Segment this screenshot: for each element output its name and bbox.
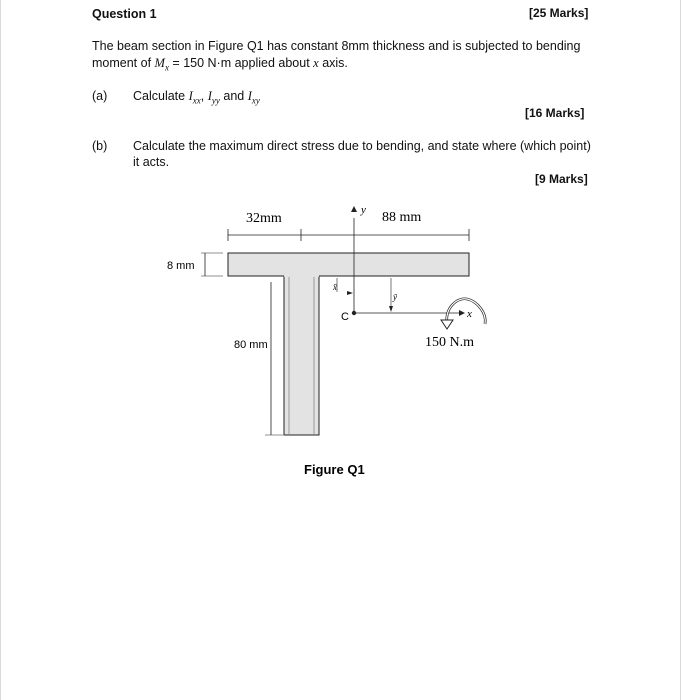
ybar-label: ȳ bbox=[393, 292, 397, 302]
moment-arrowhead-icon bbox=[441, 320, 453, 329]
intro-text-2: = 150 N·m applied about bbox=[168, 56, 314, 70]
part-a-marks: [16 Marks] bbox=[525, 106, 585, 120]
part-a-label: (a) bbox=[92, 89, 108, 103]
separator: , bbox=[200, 89, 208, 103]
xbar-arrow-icon bbox=[347, 291, 353, 295]
question-title: Question 1 bbox=[92, 7, 157, 21]
centroid-label: C bbox=[341, 311, 349, 323]
xbar-label: x̄ bbox=[333, 282, 337, 292]
ixx-symbol: I bbox=[188, 89, 193, 103]
flange bbox=[228, 253, 469, 276]
axis-symbol: x bbox=[313, 56, 319, 70]
moment-label: 150 N.m bbox=[425, 335, 474, 350]
part-b-line-2: it acts. bbox=[133, 155, 170, 169]
iyy-symbol: I bbox=[207, 89, 212, 103]
centroid-dot bbox=[352, 311, 356, 315]
ybar-arrow-icon bbox=[389, 306, 393, 312]
x-axis-arrow-icon bbox=[459, 310, 465, 316]
separator: and bbox=[219, 89, 248, 103]
part-b-line-1: Calculate the maximum direct stress due to bending, and state where (which point) bbox=[133, 139, 591, 153]
ixx-subscript: xx bbox=[192, 95, 201, 106]
moment-subscript: x bbox=[164, 62, 169, 73]
total-marks: [25 Marks] bbox=[529, 6, 589, 20]
part-a-lead: Calculate bbox=[133, 89, 189, 103]
part-b-label: (b) bbox=[92, 139, 108, 153]
dim-80-label: 80 mm bbox=[234, 339, 268, 351]
ixy-subscript: xy bbox=[251, 95, 260, 106]
y-axis-label: y bbox=[361, 204, 366, 216]
figure-q1 bbox=[1, 0, 681, 700]
dim-32-label: 32mm bbox=[246, 211, 282, 226]
iyy-subscript: yy bbox=[211, 95, 220, 106]
intro-line-1: The beam section in Figure Q1 has constant 8mm thickness and is subjected to bending bbox=[92, 39, 581, 53]
moment-symbol: M bbox=[154, 56, 165, 70]
x-axis-label: x bbox=[467, 308, 472, 320]
intro-text: moment of bbox=[92, 56, 155, 70]
intro-text-3: axis. bbox=[318, 56, 348, 70]
part-b-marks: [9 Marks] bbox=[535, 172, 588, 186]
dim-88-label: 88 mm bbox=[382, 210, 422, 225]
y-axis-arrow-icon bbox=[351, 206, 357, 212]
figure-caption: Figure Q1 bbox=[304, 462, 365, 477]
dim-8-label: 8 mm bbox=[167, 260, 195, 272]
ixy-symbol: I bbox=[247, 89, 252, 103]
